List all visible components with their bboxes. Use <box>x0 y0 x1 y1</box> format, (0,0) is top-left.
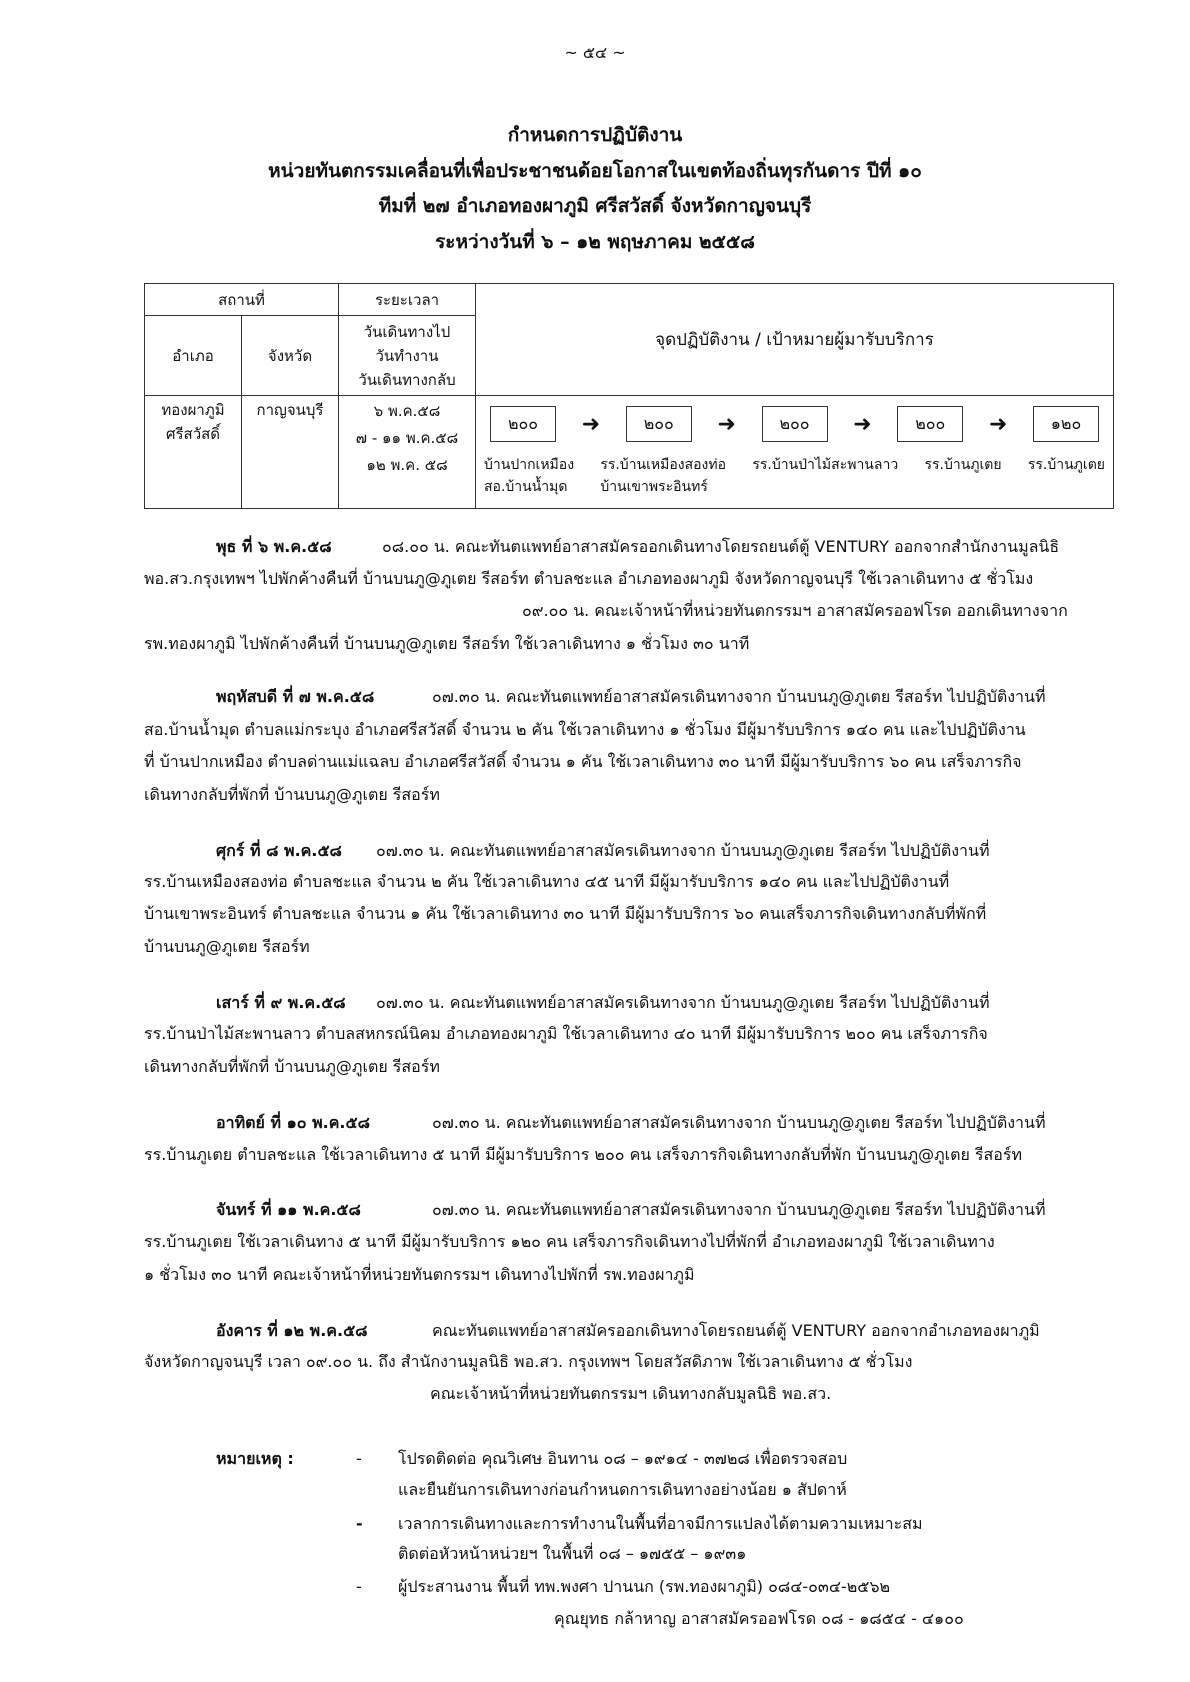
site: รร.บ้านป่าไม้สะพานลาว <box>752 457 899 473</box>
day-text-line: ๐๗.๓๐ น. คณะทันตแพทย์อาสาสมัครเดินทางจาก บ้านบนภู@ภูเตย รีสอร์ท ไปปฏิบัติงานที่ <box>432 1113 1046 1132</box>
note-line: ผู้ประสานงาน พื้นที่ ทพ.พงศา ปานนก (รพ.ทองผาภูมิ) ๐๘๔-๐๓๔-๒๕๖๒ <box>398 1577 891 1596</box>
date-work: ๗ - ๑๑ พ.ค.๕๘ <box>355 429 459 447</box>
note-dash: - <box>356 1449 362 1468</box>
day-text-line: ๐๗.๓๐ น. คณะทันตแพทย์อาสาสมัครเดินทางจาก บ้านบนภู@ภูเตย รีสอร์ท ไปปฏิบัติงานที่ <box>432 1200 1046 1219</box>
site: รร.บ้านภูเตย <box>1027 457 1105 473</box>
site: รร.บ้านเหมืองสองท่อ บ้านเขาพระอินทร์ <box>600 457 727 495</box>
day-text-line: สอ.บ้านน้ำมุด ตำบลแม่กระบุง อำเภอศรีสวัสดิ์ จำนวน ๒ คัน ใช้เวลาเดินทาง ๑ ชั่วโมง มีผู้มารับบริการ ๑๔๐ คน และไปปฏิบัติงาน <box>144 720 1026 739</box>
note-line: เวลาการเดินทางและการทำงานในพื้นที่อาจมีการแปลงได้ตามความเหมาะสม <box>398 1514 923 1533</box>
day-text-line: เดินทางกลับที่พักที่ บ้านบนภู@ภูเตย รีสอร์ท <box>144 785 440 804</box>
site: บ้านปากเหมือง สอ.บ้านน้ำมุด <box>484 457 575 495</box>
day-heading: จันทร์ ที่ ๑๑ พ.ค.๕๘ <box>216 1200 361 1219</box>
site: รร.บ้านภูเตย <box>924 457 1002 473</box>
header-target: จุดปฏิบัติงาน / เป้าหมายผู้มารับบริการ <box>476 284 1114 396</box>
day-heading: พุธ ที่ ๖ พ.ค.๕๘ <box>216 537 332 556</box>
day-text-line: ๑ ชั่วโมง ๓๐ นาที คณะเจ้าหน้าที่หน่วยทันตกรรมฯ เดินทางไปพักที่ รพ.ทองผาภูมิ <box>144 1265 695 1284</box>
day-text-line: รร.บ้านป่าไม้สะพานลาว ตำบลสหกรณ์นิคม อำเภอทองผาภูมิ ใช้เวลาเดินทาง ๔๐ นาที มีผู้มารับบริการ ๒๐๐ คน เสร็จภารกิจ <box>144 1024 988 1043</box>
title-line-4: ระหว่างวันที่ ๖ – ๑๒ พฤษภาคม ๒๕๕๘ <box>435 231 755 253</box>
day-text-line: ๐๗.๓๐ น. คณะทันตแพทย์อาสาสมัครเดินทางจาก บ้านบนภู@ภูเตย รีสอร์ท ไปปฏิบัติงานที่ <box>376 993 990 1012</box>
note-line: ติดต่อหัวหน้าหน่วยฯ ในพื้นที่ ๐๘ – ๑๗๕๕ – ๑๙๓๑ <box>398 1544 747 1563</box>
day-text-line: ๐๗.๓๐ น. คณะทันตแพทย์อาสาสมัครเดินทางจาก บ้านบนภู@ภูเตย รีสอร์ท ไปปฏิบัติงานที่ <box>376 841 990 860</box>
notes-label: หมายเหตุ : <box>216 1449 294 1468</box>
day-text-line: เดินทางกลับที่พักที่ บ้านบนภู@ภูเตย รีสอร์ท <box>144 1057 440 1076</box>
day-heading: อาทิตย์ ที่ ๑๐ พ.ค.๕๘ <box>216 1113 370 1132</box>
day-heading: เสาร์ ที่ ๙ พ.ค.๕๘ <box>216 993 346 1012</box>
title-line-3: ทีมที่ ๒๗ อำเภอทองผาภูมิ ศรีสวัสดิ์ จังหวัดกาญจนบุรี <box>378 195 812 217</box>
day-heading: ศุกร์ ที่ ๘ พ.ค.๕๘ <box>216 841 342 860</box>
site-names <box>480 454 1109 498</box>
arrow-right-icon: ➜ <box>853 411 872 437</box>
target-flow <box>480 406 1109 442</box>
note-line: และยืนยันการเดินทางก่อนกำหนดการเดินทางอย่างน้อย ๑ สัปดาห์ <box>398 1480 847 1499</box>
day-text-line: ๐๘.๐๐ น. คณะทันตแพทย์อาสาสมัครออกเดินทางโดยรถยนต์ตู้ VENTURY ออกจากสำนักงานมูลนิธิ <box>382 537 1060 556</box>
date-return: ๑๒ พ.ค. ๕๘ <box>366 456 448 474</box>
schedule-table <box>144 283 1114 509</box>
target-box: ๑๒๐ <box>1033 406 1099 442</box>
arrow-right-icon: ➜ <box>717 411 736 437</box>
page-number: ~ ๕๔ ~ <box>564 43 626 62</box>
note-line: คุณยุทธ กล้าหาญ อาสาสมัครออฟโรด ๐๘ - ๑๘๕๔ - ๔๑๐๐ <box>554 1609 964 1628</box>
day-text-line: บ้านบนภู@ภูเตย รีสอร์ท <box>144 937 310 956</box>
header-place: สถานที่ <box>145 284 339 316</box>
day-text-line: ๐๗.๓๐ น. คณะทันตแพทย์อาสาสมัครเดินทางจาก บ้านบนภู@ภูเตย รีสอร์ท ไปปฏิบัติงานที่ <box>432 687 1046 706</box>
day-text-line: ๐๙.๐๐ น. คณะเจ้าหน้าที่หน่วยทันตกรรมฯ อาสาสมัครออฟโรด ออกเดินทางจาก <box>522 601 1068 620</box>
day-text-line: พอ.สว.กรุงเทพฯ ไปพักค้างคืนที่ บ้านบนภู@ภูเตย รีสอร์ท ตำบลชะแล อำเภอทองผาภูมิ จังหวัดกาญจนบุรี ใช้เวลาเดินทาง ๕ ชั่วโมง <box>144 569 1034 588</box>
header-province: จังหวัด <box>242 316 339 396</box>
day-text-line: คณะเจ้าหน้าที่หน่วยทันตกรรมฯ เดินทางกลับมูลนิธิ พอ.สว. <box>430 1384 832 1403</box>
header-date-return: วันเดินทางกลับ <box>358 370 456 389</box>
cell-district <box>145 396 242 509</box>
day-text-line: จังหวัดกาญจนบุรี เวลา ๐๙.๐๐ น. ถึง สำนักงานมูลนิธิ พอ.สว. กรุงเทพฯ โดยสวัสดิภาพ ใช้เวลาเดินทาง ๕ ชั่วโมง <box>144 1352 913 1371</box>
target-box: ๒๐๐ <box>626 406 692 442</box>
day-text-line: คณะทันตแพทย์อาสาสมัครออกเดินทางโดยรถยนต์ตู้ VENTURY ออกจากอำเภอทองผาภูมิ <box>432 1321 1040 1340</box>
title-line-1: กำหนดการปฏิบัติงาน <box>507 124 683 146</box>
day-text-line: รร.บ้านภูเตย ใช้เวลาเดินทาง ๕ นาที มีผู้มารับบริการ ๑๒๐ คน เสร็จภารกิจเดินทางไปที่พักที่ อำเภอทองผาภูมิ ใช้เวลาเดินทาง <box>144 1232 995 1251</box>
header-district: อำเภอ <box>145 316 242 396</box>
day-text-line: รร.บ้านเหมืองสองท่อ ตำบลชะแล จำนวน ๒ คัน ใช้เวลาเดินทาง ๔๕ นาที มีผู้มารับบริการ ๑๔๐ คน และไปปฏิบัติงานที่ <box>144 872 950 891</box>
arrow-right-icon: ➜ <box>988 411 1008 437</box>
day-text-line: รพ.ทองผาภูมิ ไปพักค้างคืนที่ บ้านบนภู@ภูเตย รีสอร์ท ใช้เวลาเดินทาง ๑ ชั่วโมง ๓๐ นาที <box>144 634 750 653</box>
title-line-2: หน่วยทันตกรรมเคลื่อนที่เพื่อประชาชนด้อยโอกาสในเขตท้องถิ่นทุรกันดาร ปีที่ ๑๐ <box>268 160 922 182</box>
day-text-line: รร.บ้านภูเตย ตำบลชะแล ใช้เวลาเดินทาง ๕ นาที มีผู้มารับบริการ ๒๐๐ คน เสร็จภารกิจเดินทางกลับที่พัก บ้านบนภู@ภูเตย รีสอร์ท <box>144 1145 1023 1164</box>
day-heading: พฤหัสบดี ที่ ๗ พ.ค.๕๘ <box>216 687 375 706</box>
district-1: ทองผาภูมิ <box>161 401 225 419</box>
day-text-line: บ้านเขาพระอินทร์ ตำบลชะแล จำนวน ๑ คัน ใช้เวลาเดินทาง ๓๐ นาที มีผู้มารับบริการ ๖๐ คนเสร็จภารกิจเดินทางกลับที่พักที่ <box>144 904 987 923</box>
header-period: ระยะเวลา <box>339 284 476 316</box>
cell-dates <box>339 396 476 509</box>
header-date-go: วันเดินทางไป <box>363 322 451 341</box>
target-box: ๒๐๐ <box>490 406 556 442</box>
cell-province: กาญจนบุรี <box>242 396 339 509</box>
target-box: ๒๐๐ <box>762 406 828 442</box>
header-dates <box>339 316 476 396</box>
note-dash: - <box>356 1514 363 1533</box>
day-heading: อังคาร ที่ ๑๒ พ.ค.๕๘ <box>216 1321 368 1340</box>
note-line: โปรดติดต่อ คุณวิเศษ อินทาน ๐๘ – ๑๙๑๔ - ๓๗๒๘ เพื่อตรวจสอบ <box>398 1449 848 1468</box>
day-text-line: ที่ บ้านปากเหมือง ตำบลด่านแม่แฉลบ อำเภอศรีสวัสดิ์ จำนวน ๑ คัน ใช้เวลาเดินทาง ๓๐ นาที มีผู้มารับบริการ ๖๐ คน เสร็จภารกิจ <box>144 752 1022 771</box>
district-2: ศรีสวัสดิ์ <box>165 425 221 443</box>
arrow-right-icon: ➜ <box>581 411 601 437</box>
target-box: ๒๐๐ <box>897 406 963 442</box>
date-go: ๖ พ.ค.๕๘ <box>373 402 441 420</box>
cell-targets <box>476 396 1114 509</box>
header-date-work: วันทำงาน <box>375 346 439 365</box>
note-dash: - <box>356 1577 362 1596</box>
